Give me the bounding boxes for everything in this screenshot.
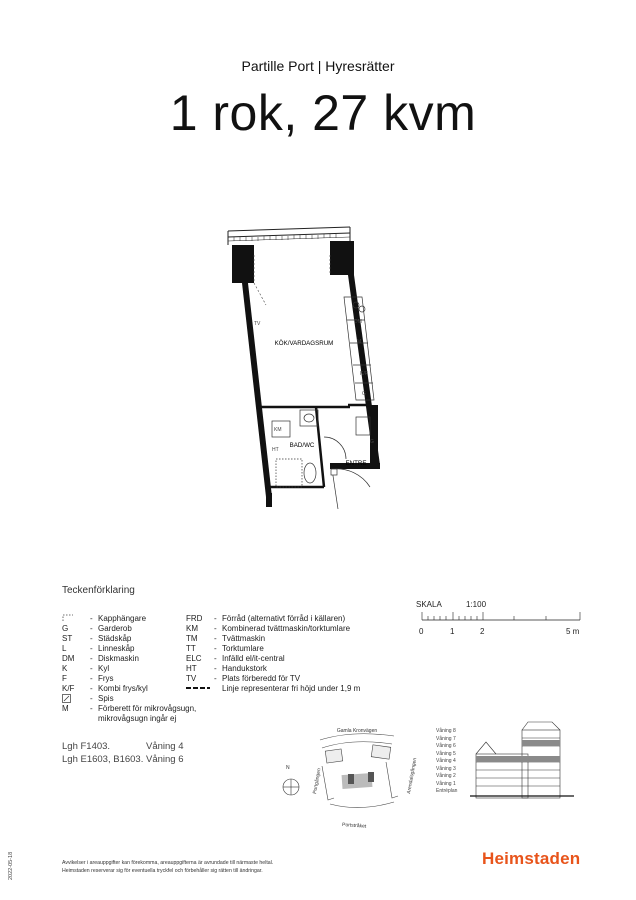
label-g2: G: [370, 439, 374, 445]
print-date: 2022-05-18: [8, 851, 14, 880]
section-floor-list: Våning 8 Våning 7 Våning 6 Våning 5 Våning 4 Våning 3 Våning 2 Våning 1 Entréplan: [436, 728, 458, 794]
room-label-bath: BAD/WC: [289, 442, 315, 449]
legend-right-column: FRD - Förråd (alternativt förråd i källaren) KM - Kombinerad tvättmaskin/torktumlare TM - Tvättmaskin TT - Torktumlare ELC - Infälld el/it-central HT - Handukstork TV - Plats förberedd för TV Linje representerar fri höjd under 1,9 m: [186, 614, 361, 693]
north-arrow-icon: [280, 768, 302, 798]
street-left: Portgången: [312, 767, 323, 795]
entry-door: [331, 469, 370, 509]
label-ht: HT: [272, 447, 279, 453]
scale-bar: [416, 610, 586, 624]
label-km: KM: [274, 427, 282, 433]
north-label: N: [286, 765, 290, 771]
section-highlight-floor-6: [522, 740, 560, 746]
scale-tick-5: 5 m: [566, 627, 580, 636]
disclaimer: Avvikelser i areauppgifter kan förekomma, areauppgifterna är avrundade till närmaste heltal. Heimstaden reserverar sig för eventuella tryckfel och förbehåller sig rätten till ändringar.: [62, 860, 274, 874]
scale-label: SKALA: [416, 600, 442, 609]
floor-plan: [220, 225, 410, 525]
street-top: Gamla Kronvägen: [336, 728, 378, 734]
low-ceiling-line-icon: [186, 684, 214, 695]
room-label-living: KÖK/VARDAGSRUM: [274, 340, 334, 347]
site-apartment-marker: [368, 772, 374, 782]
apartment-row: Lgh E1603, B1603. Våning 6: [62, 754, 184, 765]
heimstaden-logo: Heimstaden: [482, 849, 581, 868]
project-subtitle: Partille Port | Hyresrätter: [241, 58, 395, 74]
building-section: [470, 716, 574, 800]
legend-title: Teckenförklaring: [62, 585, 135, 596]
site-apartment-marker: [348, 774, 354, 784]
label-kf: K/F: [360, 371, 368, 377]
room-label-entry: ENTRE: [345, 460, 367, 467]
scale-tick-2: 2: [480, 627, 485, 636]
site-plan: [282, 722, 422, 830]
label-dm: DM: [354, 319, 362, 325]
street-bottom: Portstråket: [341, 822, 367, 830]
label-tv: TV: [254, 321, 261, 327]
label-m: M: [357, 339, 362, 345]
section-highlight-floor-4: [476, 756, 560, 762]
scale-tick-0: 0: [419, 627, 424, 636]
scale-tick-1: 1: [450, 627, 455, 636]
apartment-row: Lgh F1403. Våning 4: [62, 741, 184, 752]
scale-ratio: 1:100: [466, 600, 487, 609]
legend-left-column: - Kapphängare G - Garderob ST - Städskåp L - Linneskåp DM - Diskmaskin K - Kyl F - Frys K/F - Kombi frys/kyl - Spis M - Förberett för mikrovågsugn, mikrovågsugn ingår ej: [62, 614, 197, 723]
apartment-title: 1 rok, 27 kvm: [169, 85, 477, 141]
label-g1: G: [362, 391, 366, 397]
street-right: Arendalsgången: [406, 757, 419, 795]
dashed-lines: [254, 255, 330, 305]
